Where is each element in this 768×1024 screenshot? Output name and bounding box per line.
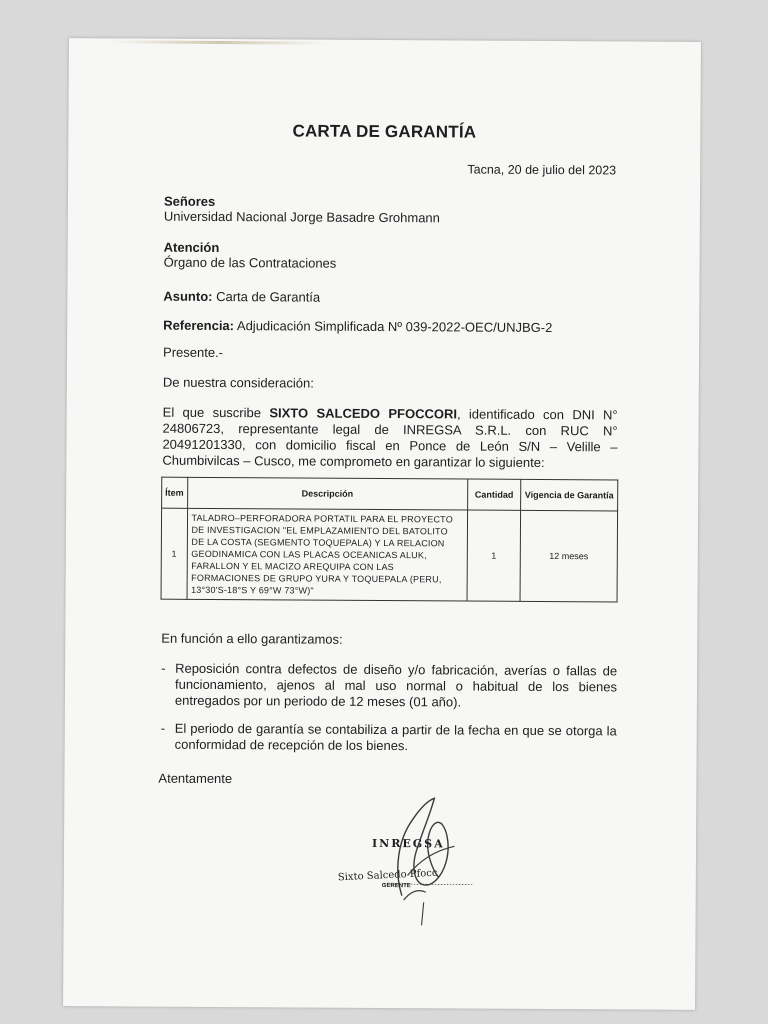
list-item bbox=[161, 661, 617, 712]
signature-stamp bbox=[324, 780, 505, 931]
bullet-dash: - bbox=[160, 720, 166, 736]
recipient-name: Universidad Nacional Jorge Basadre Grohmann bbox=[163, 208, 440, 226]
signer-name-bold: SIXTO SALCEDO PFOCCORI bbox=[269, 405, 458, 422]
attention-value: Órgano de las Contrataciones bbox=[163, 254, 337, 271]
stamp-company: INREGSA bbox=[372, 836, 445, 851]
subject-label: Asunto: bbox=[163, 288, 213, 304]
header-item: Ítem bbox=[162, 477, 188, 508]
attention-block bbox=[164, 240, 337, 271]
row-quantity: 1 bbox=[467, 510, 521, 601]
intro-paragraph bbox=[162, 405, 617, 472]
closing-line: Atentamente bbox=[158, 770, 233, 787]
subject-value: Carta de Garantía bbox=[216, 288, 321, 305]
items-table bbox=[161, 477, 619, 603]
bullet-dash: - bbox=[161, 660, 166, 676]
reference-line bbox=[163, 318, 552, 335]
recipient-label: Señores bbox=[163, 193, 216, 209]
row-warranty: 12 meses bbox=[520, 510, 618, 602]
header-description: Descripción bbox=[187, 477, 468, 510]
row-description: TALADRO–PERFORADORA PORTATIL PARA EL PROYECTO DE INVESTIGACION "EL EMPLAZAMIENTO DEL BATOLITO DE LA COSTA (SEGMENTO TOQUEPALA) Y LA RELACION GEODINAMICA CON LAS PLACAS OCEANICAS ALUK, FARALLON Y EL MACIZO AREQUIPA CON LAS FORMACIONES DE GRUPO YURA Y TOQUEPALA (PERU, 13°30'S-18°S Y 69°W 73°W)" bbox=[187, 508, 468, 601]
handwritten-signature bbox=[324, 780, 505, 931]
stamp-signer-role: GERENTE bbox=[381, 883, 411, 890]
table-header-row bbox=[162, 477, 618, 511]
attention-label: Atención bbox=[163, 239, 220, 256]
intro-post: , identificado con DNI N° 24806723, representante legal de INREGSA S.R.L. con RUC N° 20491201330, con domicilio fiscal en Ponce de León S/N – Velille – Chumbivilcas – Cusco, me comprometo en garantizar lo siguiente: bbox=[162, 406, 618, 470]
reference-label: Referencia: bbox=[163, 317, 235, 334]
guarantee-list bbox=[161, 661, 618, 768]
subject-line bbox=[163, 289, 320, 305]
list-item-text: Reposición contra defectos de diseño y/o fabricación, averías o fallas de funcionamiento, ajenos al mal uso normal o habitual de los bienes entregados por un periodo de 12 meses (01 año). bbox=[174, 660, 618, 710]
letter-title: CARTA DE GARANTÍA bbox=[292, 121, 477, 142]
reference-value: Adjudicación Simplificada Nº 039-2022-OEC/UNJBG-2 bbox=[236, 318, 553, 336]
letter-page bbox=[63, 38, 701, 1010]
list-item-text: El periodo de garantía se contabiliza a partir de la fecha en que se otorga la conformidad de recepción de los bienes. bbox=[174, 720, 617, 754]
recipient-block bbox=[164, 194, 440, 226]
greeting-line: De nuestra consideración: bbox=[162, 374, 314, 391]
row-item: 1 bbox=[161, 508, 187, 599]
header-quantity: Cantidad bbox=[468, 479, 521, 510]
list-item bbox=[161, 721, 617, 756]
letter-date: Tacna, 20 de julio del 2023 bbox=[467, 162, 617, 178]
presente-line: Presente.- bbox=[162, 344, 224, 361]
table-row bbox=[161, 508, 618, 602]
guarantee-intro: En función a ello garantizamos: bbox=[161, 630, 343, 647]
header-warranty: Vigencia de Garantía bbox=[521, 479, 618, 511]
intro-pre: El que suscribe bbox=[162, 404, 270, 421]
stamp-signer-name: Sixto Salcedo Pfocc bbox=[337, 867, 438, 884]
